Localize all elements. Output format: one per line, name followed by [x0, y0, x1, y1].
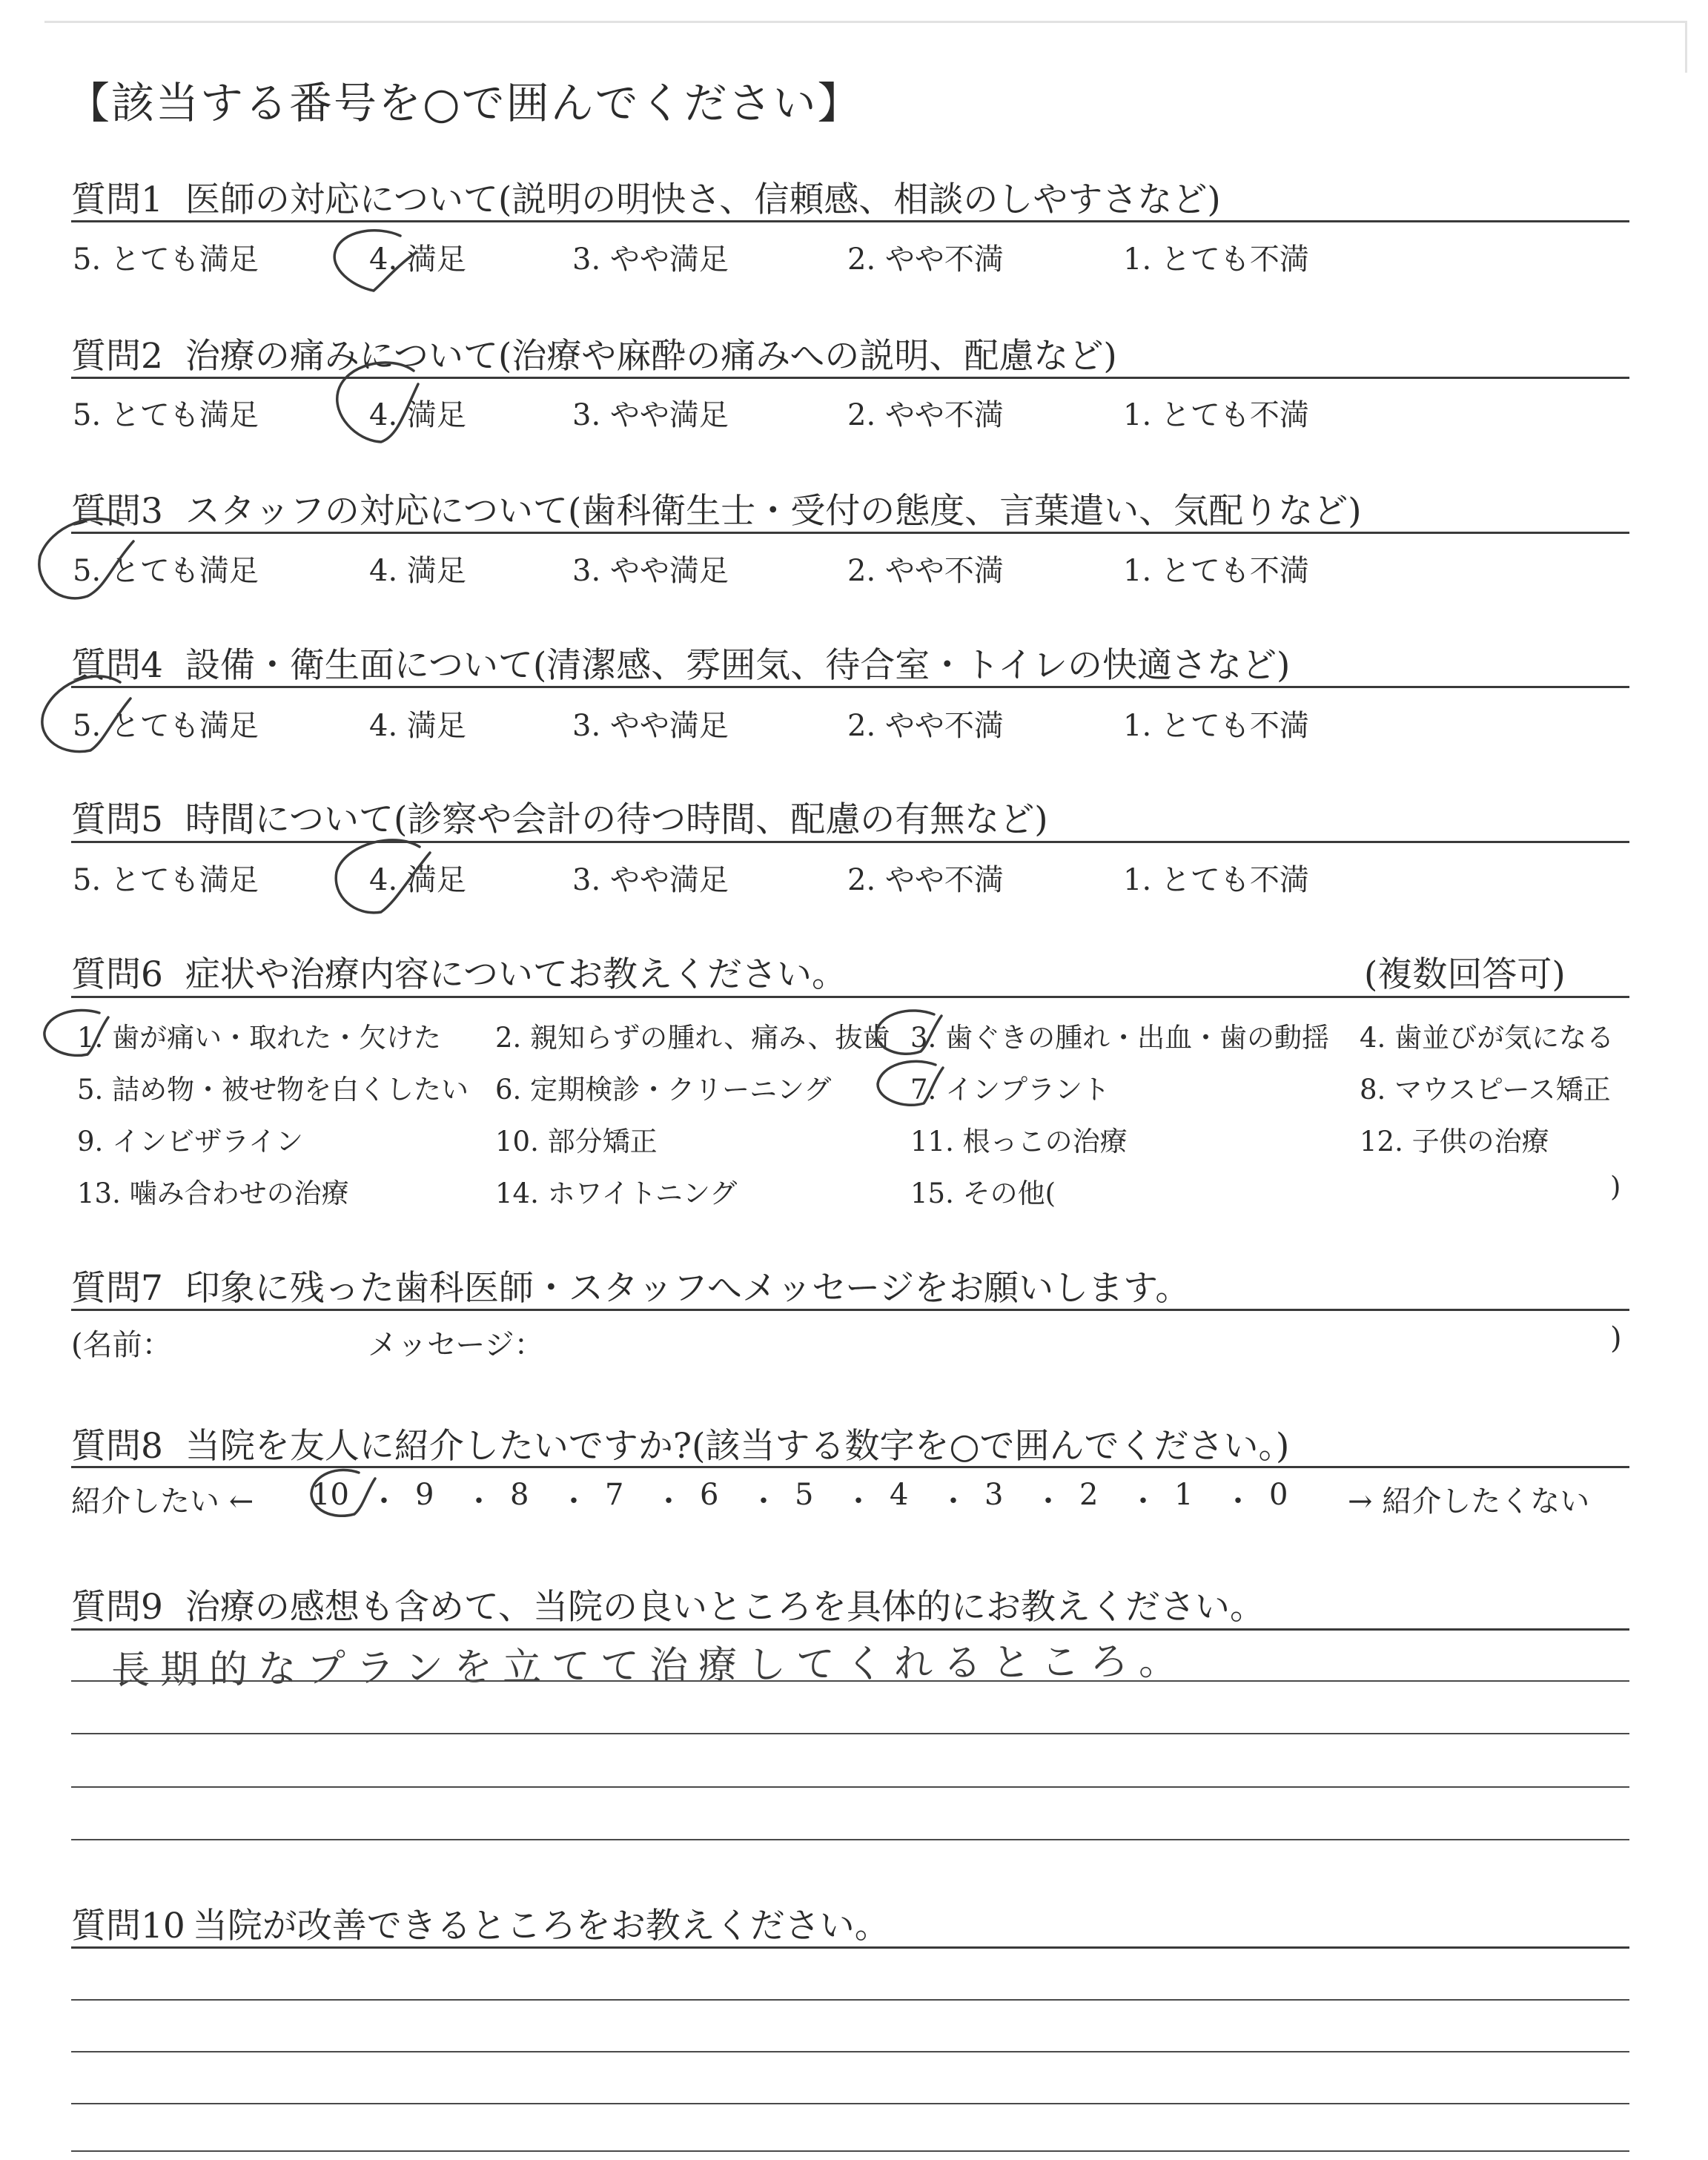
question-3-number: 質問3: [71, 491, 163, 532]
q9-handwritten-answer: 長期的なプランを立てて治療してくれるところ。: [110, 1639, 1188, 1694]
question-6-title: [71, 947, 847, 997]
q8-scale-10[interactable]: 10: [311, 1478, 349, 1512]
question-1-number: 質問1: [71, 179, 163, 220]
q9-writing-line-4: [71, 1839, 1629, 1840]
q8-scale-separator: ・: [1128, 1484, 1158, 1519]
q8-scale-4[interactable]: 4: [890, 1478, 909, 1512]
question-10-rule: [71, 1946, 1629, 1949]
q2-option-5[interactable]: 5. とても満足: [73, 398, 259, 432]
question-2-title: [71, 328, 1117, 378]
scan-border-top: [44, 21, 1686, 23]
q10-writing-line-4: [71, 2150, 1629, 2152]
question-4-text: 設備・衛生面について(清潔感、雰囲気、待合室・トイレの快適さなど): [185, 645, 1291, 686]
q4-option-4[interactable]: 4. 満足: [369, 709, 466, 743]
q8-left-label: 紹介したい ←: [71, 1484, 254, 1519]
question-5-number: 質問5: [71, 799, 163, 840]
q2-option-1[interactable]: 1. とても不満: [1123, 398, 1309, 432]
q6-option-7[interactable]: 7. インプラント: [910, 1074, 1110, 1106]
question-4-number: 質問4: [71, 645, 163, 686]
question-1-title: [71, 172, 1221, 222]
question-5-title: [71, 792, 1048, 842]
q2-selection-circle: [326, 341, 437, 452]
q8-scale-9[interactable]: 9: [415, 1478, 434, 1512]
q5-option-5[interactable]: 5. とても満足: [73, 863, 259, 897]
question-7-rule: [71, 1309, 1629, 1311]
question-8-text: 当院を友人に紹介したいですか?(該当する数字を○で囲んでください。): [185, 1426, 1290, 1467]
question-3-rule: [71, 532, 1629, 534]
q6-option-13[interactable]: 13. 噛み合わせの治療: [77, 1178, 349, 1209]
question-5-rule: [71, 841, 1629, 843]
q6-option-6[interactable]: 6. 定期検診・クリーニング: [495, 1074, 832, 1106]
question-6-rule: [71, 996, 1629, 998]
question-9-number: 質問9: [71, 1587, 163, 1628]
question-2-text: 治療の痛みについて(治療や麻酔の痛みへの説明、配慮など): [185, 336, 1117, 377]
question-4-rule: [71, 686, 1629, 688]
question-6-note: (複数回答可): [1364, 954, 1566, 995]
question-2-rule: [71, 377, 1629, 379]
q1-option-3[interactable]: 3. やや満足: [572, 242, 729, 277]
q6-option-9[interactable]: 9. インビザライン: [77, 1126, 303, 1157]
question-7-title: [71, 1261, 1190, 1310]
question-9-text: 治療の感想も含めて、当院の良いところを具体的にお教えください。: [185, 1587, 1265, 1628]
question-6-text: 症状や治療内容についてお教えください。: [185, 954, 847, 995]
q8-scale-7[interactable]: 7: [605, 1478, 624, 1512]
q4-option-2[interactable]: 2. やや不満: [847, 709, 1004, 743]
q10-writing-line-1: [71, 1999, 1629, 2001]
q9-writing-line-2: [71, 1733, 1629, 1734]
q6-option-15[interactable]: 15. その他(: [910, 1178, 1056, 1209]
q4-option-3[interactable]: 3. やや満足: [572, 709, 729, 743]
q6-option-12[interactable]: 12. 子供の治療: [1360, 1126, 1549, 1157]
question-2-number: 質問2: [71, 336, 163, 377]
q2-option-3[interactable]: 3. やや満足: [572, 398, 729, 432]
question-5-text: 時間について(診察や会計の待つ時間、配慮の有無など): [185, 799, 1048, 840]
question-7-text: 印象に残った歯科医師・スタッフへメッセージをお願いします。: [185, 1268, 1191, 1309]
question-10-title: [71, 1898, 890, 1948]
q8-scale-5[interactable]: 5: [795, 1478, 814, 1512]
q8-scale-2[interactable]: 2: [1079, 1478, 1099, 1512]
q6-option-5[interactable]: 5. 詰め物・被せ物を白くしたい: [77, 1074, 469, 1106]
q4-selection-circle: [30, 660, 148, 771]
q6-option-8[interactable]: 8. マウスピース矯正: [1360, 1074, 1611, 1106]
q5-option-2[interactable]: 2. やや不満: [847, 863, 1004, 897]
q3-selection-circle: [28, 504, 154, 615]
q3-option-4[interactable]: 4. 満足: [369, 554, 466, 588]
question-10-number: 質問10: [71, 1906, 185, 1946]
q8-scale-separator: ・: [464, 1484, 494, 1519]
question-3-text: スタッフの対応について(歯科衛生士・受付の態度、言葉遣い、気配りなど): [185, 491, 1362, 532]
q4-option-1[interactable]: 1. とても不満: [1123, 709, 1309, 743]
question-6-number: 質問6: [71, 954, 163, 995]
question-4-title: [71, 638, 1290, 687]
q2-option-4[interactable]: 4. 満足: [369, 398, 466, 432]
q7-name-label: (名前：: [71, 1328, 172, 1362]
q5-option-4[interactable]: 4. 満足: [369, 863, 466, 897]
q10-writing-line-2: [71, 2051, 1629, 2052]
question-1-text: 医師の対応について(説明の明快さ、信頼感、相談のしやすさなど): [185, 179, 1221, 220]
q6-option-7-circle: [869, 1053, 958, 1120]
q6-option-10[interactable]: 10. 部分矯正: [495, 1126, 658, 1157]
q6-option-14[interactable]: 14. ホワイトニング: [495, 1178, 738, 1209]
q1-option-4[interactable]: 4. 満足: [369, 242, 466, 277]
q6-option-2[interactable]: 2. 親知らずの腫れ、痛み、抜歯: [495, 1022, 890, 1054]
q5-option-1[interactable]: 1. とても不満: [1123, 863, 1309, 897]
q6-option-1[interactable]: 1. 歯が痛い・取れた・欠けた: [77, 1022, 442, 1054]
q8-scale-1[interactable]: 1: [1174, 1478, 1194, 1512]
q6-option-3[interactable]: 3. 歯ぐきの腫れ・出血・歯の動揺: [910, 1022, 1330, 1054]
q6-other-close-paren: ): [1610, 1171, 1621, 1203]
question-9-rule: [71, 1628, 1629, 1631]
q8-selection-circle: [302, 1462, 384, 1529]
q8-scale-separator: ・: [939, 1484, 968, 1519]
q5-selection-circle: [325, 823, 451, 927]
q6-option-1-circle: [36, 1003, 125, 1069]
question-7-number: 質問7: [71, 1268, 163, 1309]
question-8-number: 質問8: [71, 1426, 163, 1467]
question-3-title: [71, 483, 1362, 533]
q7-message-label: メッセージ：: [368, 1328, 544, 1362]
q8-scale-separator: ・: [749, 1484, 778, 1519]
q3-option-5[interactable]: 5. とても満足: [73, 554, 259, 588]
question-1-rule: [71, 220, 1629, 222]
q6-option-11[interactable]: 11. 根っこの治療: [910, 1126, 1128, 1157]
q7-close-paren: ): [1610, 1321, 1622, 1355]
q2-option-2[interactable]: 2. やや不満: [847, 398, 1004, 432]
q6-option-4[interactable]: 4. 歯並びが気になる: [1360, 1022, 1615, 1054]
q10-writing-line-3: [71, 2103, 1629, 2104]
q8-scale-separator: ・: [1223, 1484, 1253, 1519]
q8-scale-8[interactable]: 8: [510, 1478, 529, 1512]
q3-option-2[interactable]: 2. やや不満: [847, 554, 1004, 588]
q3-option-3[interactable]: 3. やや満足: [572, 554, 729, 588]
q8-scale-3[interactable]: 3: [984, 1478, 1004, 1512]
q8-right-label: → 紹介したくない: [1348, 1484, 1590, 1519]
question-9-title: [71, 1579, 1265, 1629]
q1-option-5[interactable]: 5. とても満足: [73, 242, 259, 277]
q8-scale-0[interactable]: 0: [1269, 1478, 1288, 1512]
q8-scale-separator: ・: [844, 1484, 873, 1519]
scan-border-right: [1685, 21, 1687, 73]
q4-option-5[interactable]: 5. とても満足: [73, 709, 259, 743]
question-8-title: [71, 1418, 1289, 1468]
q9-writing-line-1: [71, 1680, 1629, 1682]
q8-scale-6[interactable]: 6: [700, 1478, 719, 1512]
instruction-header: 【該当する番号を○で囲んでください】: [67, 78, 862, 128]
q1-selection-circle: [326, 222, 430, 304]
q8-scale-separator: ・: [1033, 1484, 1063, 1519]
q8-scale-separator: ・: [654, 1484, 683, 1519]
q9-writing-line-3: [71, 1786, 1629, 1788]
q8-scale-separator: ・: [559, 1484, 589, 1519]
question-10-text: 当院が改善できるところをお教えください。: [192, 1906, 890, 1946]
q8-scale-separator: ・: [369, 1484, 399, 1519]
q5-option-3[interactable]: 3. やや満足: [572, 863, 729, 897]
q1-option-2[interactable]: 2. やや不満: [847, 242, 1004, 277]
q1-option-1[interactable]: 1. とても不満: [1123, 242, 1309, 277]
q3-option-1[interactable]: 1. とても不満: [1123, 554, 1309, 588]
